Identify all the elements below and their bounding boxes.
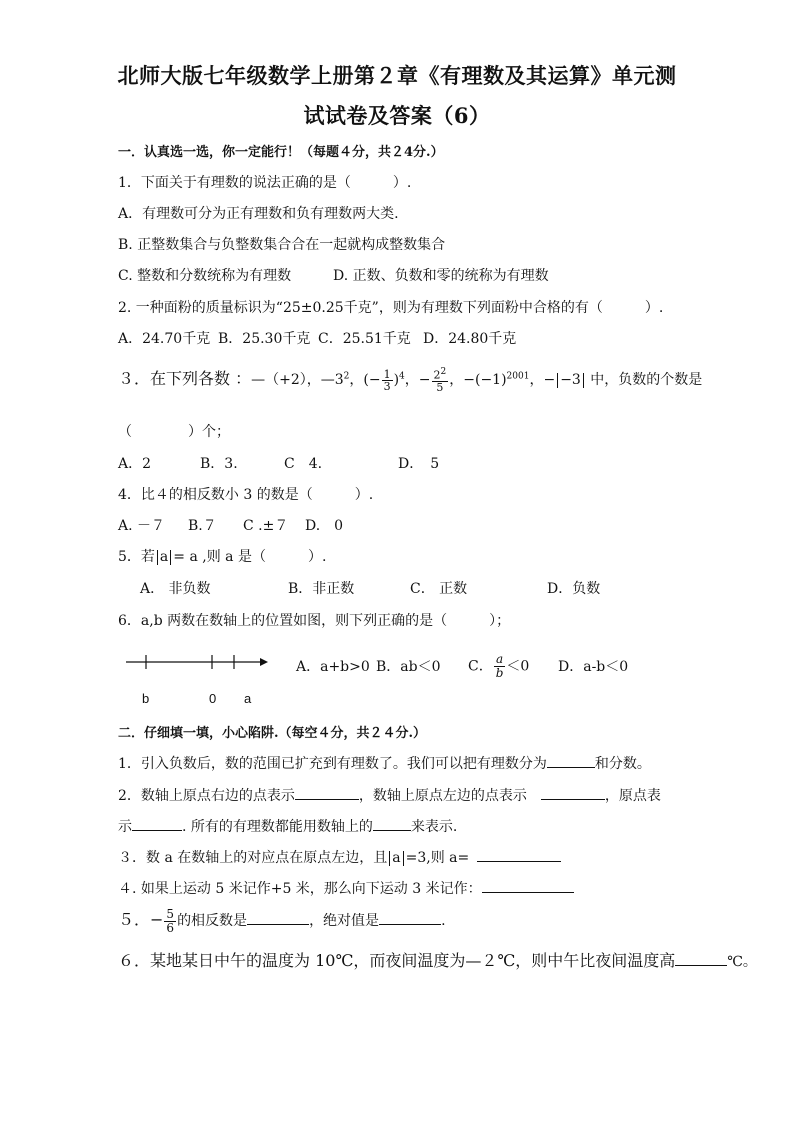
q4-option-b: B.７ xyxy=(188,518,217,534)
number-line-label-a: a xyxy=(244,691,252,706)
fill-q2-blank-1 xyxy=(295,787,359,800)
q2-options xyxy=(118,328,516,348)
fill-q1-blank xyxy=(547,755,595,768)
q4-stem: 4．比４的相反数小 3 的数是（ ）. xyxy=(118,487,374,503)
fraction-a-over-b: $\frac{a}{b}$ xyxy=(495,652,504,680)
fill-q5: ５．− $\frac{5}{6}$ 的相反数是 ，绝对值是 . xyxy=(118,906,446,935)
fraction-one-third: $\frac{1}{3}$ xyxy=(383,367,391,393)
fill-q3-blank xyxy=(477,849,561,862)
q1-option-b: B. 正整数集合与负整数集合合在一起就构成整数集合 xyxy=(118,237,446,253)
fill-q6: ６．某地某日中午的温度为 10℃，而夜间温度为—２℃，则中午比夜间温度高 ℃。 xyxy=(118,951,757,970)
fill-q6-blank xyxy=(675,953,727,966)
number-line-label-0: 0 xyxy=(209,691,217,706)
q5-option-b: B．非正数 xyxy=(288,581,355,597)
fill-q4-blank xyxy=(482,880,574,893)
q3-option-c: C 4. xyxy=(284,456,323,472)
q6-options xyxy=(296,653,628,680)
q4-option-c: C .±７ xyxy=(243,518,289,534)
fill-q2-line2: 示 . 所有的有理数都能用数轴上的 来表示. xyxy=(118,819,458,835)
fill-q2-blank-4 xyxy=(373,818,411,831)
q4-option-a: A. －７ xyxy=(118,518,166,534)
number-line-arrow-icon xyxy=(260,658,268,666)
fraction-two-squared-fifths: $\frac{2^2}{5}$ xyxy=(433,367,447,394)
q5-option-a: A． 非负数 xyxy=(140,581,211,597)
fill-q2-line1: 2．数轴上原点右边的点表示 ，数轴上原点左边的点表示 ，原点表 xyxy=(118,788,661,804)
q3-stem: ３．在下列各数 ：—（+2），$—3^2$，(− $\frac{1}{3}$ )$^4$，− $\frac{2^2}{5}$ ，$-(-1)^{2001}$，− −3 中，负数的个数是 xyxy=(118,367,703,394)
q1-options-cd xyxy=(118,265,549,285)
q3-options xyxy=(118,453,439,473)
fraction-five-sixths: $\frac{5}{6}$ xyxy=(166,906,175,935)
q2-option-d: D．24.80千克 xyxy=(423,331,517,347)
q2-option-a: A．24.70千克 xyxy=(118,331,211,347)
q4-options xyxy=(118,515,343,535)
q4-option-d: D. 0 xyxy=(305,518,344,534)
abs-bar-right xyxy=(583,373,584,388)
fill-q2-blank-3 xyxy=(132,818,182,831)
fill-q5-blank-1 xyxy=(247,912,309,925)
q1-option-d: D. 正数、负数和零的统称为有理数 xyxy=(333,268,549,284)
q6-stem: 6．a,b 两数在数轴上的位置如图，则下列正确的是（ ）； xyxy=(118,613,511,629)
q6-option-a: A．a+b>0 xyxy=(296,658,370,675)
q2-option-b: B．25.30千克 xyxy=(218,331,311,347)
abs-bar-left xyxy=(389,851,390,866)
q3-option-a: A．2 xyxy=(118,456,152,472)
q3-answer-blank: （ ）个； xyxy=(118,424,230,440)
q6-option-c: C． $\frac{a}{b}$ ＜0 xyxy=(468,652,530,680)
fill-q4: ４. 如果上运动 5 米记作+5 米，那么向下运动 3 米记作： xyxy=(118,878,574,898)
exam-title-line1: 北师大版七年级数学上册第２章《有理数及其运算》单元测 xyxy=(117,63,677,88)
q2-option-c: C．25.51千克 xyxy=(318,331,411,347)
fill-q3: ３．数 a 在数轴上的对应点在原点左边，且 a =3,则 a= xyxy=(118,847,561,867)
exam-title-line2: 试试卷及答案（6） xyxy=(303,103,491,128)
q5-stem: 5．若 a = a ,则 a 是（ ）. xyxy=(118,549,327,565)
abs-bar-right xyxy=(403,851,404,866)
q2-stem: 2. 一种面粉的质量标识为“25±0.25千克”，则为有理数下列面粉中合格的有（ ）. xyxy=(118,300,664,316)
fill-q1: 1．引入负数后，数的范围已扩充到有理数了。我们可以把有理数分为 和分数。 xyxy=(118,756,651,772)
q1-stem: 1．下面关于有理数的说法正确的是（ ）. xyxy=(118,175,412,191)
q6-option-d: D．a-b＜0 xyxy=(558,658,629,675)
abs-bar-left xyxy=(157,550,158,565)
abs-bar-left xyxy=(557,373,558,388)
fill-q2-blank-2 xyxy=(541,787,605,800)
number-line-diagram xyxy=(122,650,272,674)
section1-heading: 一．认真选一选，你一定能行！（每题４分，共２4分.） xyxy=(118,145,444,160)
q5-option-c: C． 正数 xyxy=(410,581,468,597)
abs-bar-right xyxy=(170,550,171,565)
q5-options xyxy=(140,578,600,598)
q3-option-d: D． 5 xyxy=(398,456,440,472)
section2-heading: 二．仔细填一填，小心陷阱.（每空４分，共２４分.） xyxy=(118,726,427,741)
q5-option-d: D．负数 xyxy=(547,581,601,597)
q6-option-b: B．ab＜0 xyxy=(376,658,441,675)
q3-option-b: B．3. xyxy=(200,456,238,472)
q1-option-c: C. 整数和分数统称为有理数 xyxy=(118,268,292,284)
q1-option-a: A．有理数可分为正有理数和负有理数两大类. xyxy=(118,206,399,222)
fill-q5-blank-2 xyxy=(379,912,441,925)
number-line-label-b: b xyxy=(142,691,150,706)
